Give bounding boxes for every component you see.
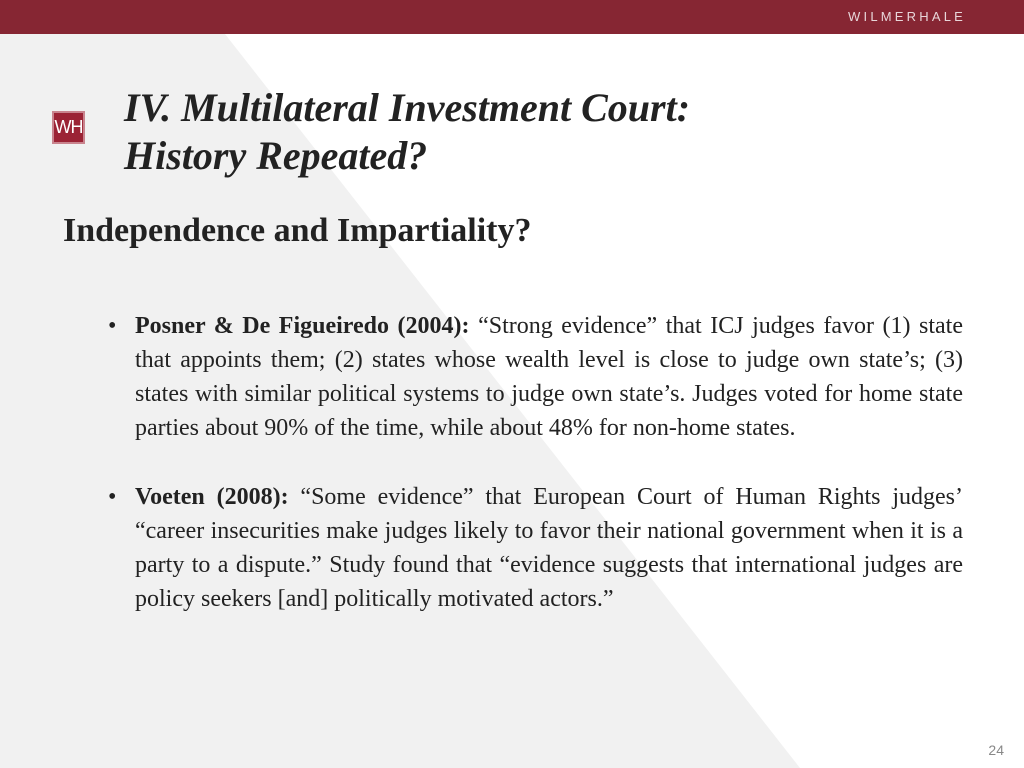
- bullet-lead: Posner & De Figueiredo (2004):: [135, 313, 470, 339]
- bullet-lead: Voeten (2008):: [135, 484, 289, 510]
- brand-wordmark: WILMERHALE: [848, 9, 966, 24]
- bullet-item-posner: [108, 309, 963, 445]
- slide-subtitle: Independence and Impartiality?: [63, 212, 532, 249]
- bullet-body: “Some evidence” that European Court of Human Rights judges’ “career insecurities make judges likely to favor their national government when it is a party to a dispute.” Study found that “evidence suggests that international judges are policy seekers [and] politically motivated actors.”: [135, 484, 964, 612]
- bullet-marker: •: [108, 484, 117, 510]
- top-bar: [0, 0, 1024, 34]
- page-number: 24: [988, 742, 1004, 758]
- wh-logo-icon: WH: [52, 111, 85, 144]
- bullet-body: “Strong evidence” that ICJ judges favor (1) state that appoints them; (2) states whose wealth level is close to judge own state’s; (3) states with similar political systems to judge own state’s. Judges voted for home state parties about 90% of the time, while about 48% for non-home states.: [135, 313, 963, 441]
- slide-title-line-2: History Repeated?: [124, 133, 428, 178]
- bullet-marker: •: [108, 313, 117, 339]
- bullet-list: [108, 309, 963, 651]
- bullet-item-voeten: [108, 480, 963, 616]
- slide-title-line-1: IV. Multilateral Investment Court:: [124, 85, 691, 130]
- slide-title: [124, 84, 690, 180]
